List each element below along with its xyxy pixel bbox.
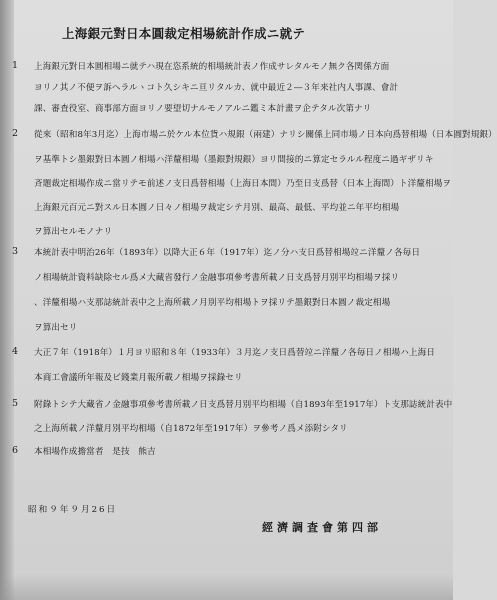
item-line: 之上海所載ノ洋釐月別平均相場（自1872年至1917年）ヲ參考ノ爲メ添附シタリ	[34, 424, 348, 434]
item-line: 從來（昭和8年3月迄）上海市場ニ於ケル本位貨ハ規銀（兩建）ナリシ關係上同市場ノ日本向爲替相場（日本圓對規銀）	[34, 130, 497, 140]
item-number: 1	[12, 60, 19, 71]
item-line: 本統計表中明治26年（1893年）以降大正６年（1917年）迄ノ分ハ支日爲替相場竝ニ洋釐ノ各毎日	[34, 248, 421, 258]
item-line: 上海銀元百元ニ對スル日本圓ノ日々ノ相場ヲ裁定シテ月別、最高、最低、平均並ニ年平均相場	[34, 203, 400, 213]
item-number: 2	[12, 128, 19, 139]
item-line: ヨリノ其ノ不便ヲ訴ヘラルヽコト久シキニ亘リタルカ、就中最近２―３年来社内人事課、會計	[34, 83, 399, 93]
scan-shadow-bottom	[0, 574, 453, 600]
item-line: ヲ算出セリ	[34, 323, 78, 333]
item-number: 5	[12, 398, 19, 409]
item-number: 3	[12, 246, 19, 257]
document-date: 昭和９年９月26日	[28, 505, 118, 515]
item-line: 本商工會議所年報及ビ錢業月報所載ノ相場ヲ採錄セリ	[34, 373, 243, 383]
item-line: ノ相場統計資料缺除セル爲メ大藏省發行ノ金融事項參考書所載ノ日支爲替月別平均相場ヲ採リ	[34, 273, 400, 283]
item-number: 6	[12, 445, 19, 456]
item-line: ヲ基準トシ墨銀對日本圓ノ相場ハ洋釐相場（墨銀對規銀）ヨリ間接的ニ算定セラルル程度ニ過ギザリキ	[34, 155, 434, 165]
item-line: 上海銀元對日本圓相場ニ就テハ現在恣系統的相場統計表ノ作成サレタルモノ無ク各関係方面	[34, 62, 390, 72]
scan-shadow-left	[0, 0, 14, 600]
item-line: 本相場作成擔當者 是技 熊吉	[34, 447, 156, 457]
document-title: 上海銀元對日本圓裁定相場統計作成ニ就テ	[62, 26, 306, 41]
item-line: ヲ算出セルモノナリ	[34, 227, 113, 237]
item-line: 斉題裁定相場作成ニ當リテモ前述ノ支日爲替相場（上海日本間）乃至日支爲替（日本上海間）ト洋釐相場ヲ	[34, 179, 452, 189]
item-line: 課、審査役室、商事部方面ヨリノ要望切ナルモノアルニ鑑ミ本計畫ヲ企テタル次第ナリ	[34, 104, 372, 114]
item-line: 、洋釐相場ハ支那誌統計表中之上海所載ノ月別平均相場トヲ採リテ墨銀對日本圓ノ裁定相場	[34, 298, 391, 308]
issuing-organization: 經濟調査會第四部	[262, 521, 382, 534]
item-line: 大正７年（1918年）１月ヨリ昭和８年（1933年）３月迄ノ支日爲替竝ニ洋釐ノ各毎日ノ相場ハ上海日	[34, 348, 435, 358]
item-line: 附錄トシテ大藏省ノ金融事項參考書所載ノ日支爲替月別平均相場（自1893年至1917年）ト支那誌統計表中	[34, 400, 453, 410]
item-number: 4	[12, 346, 19, 357]
